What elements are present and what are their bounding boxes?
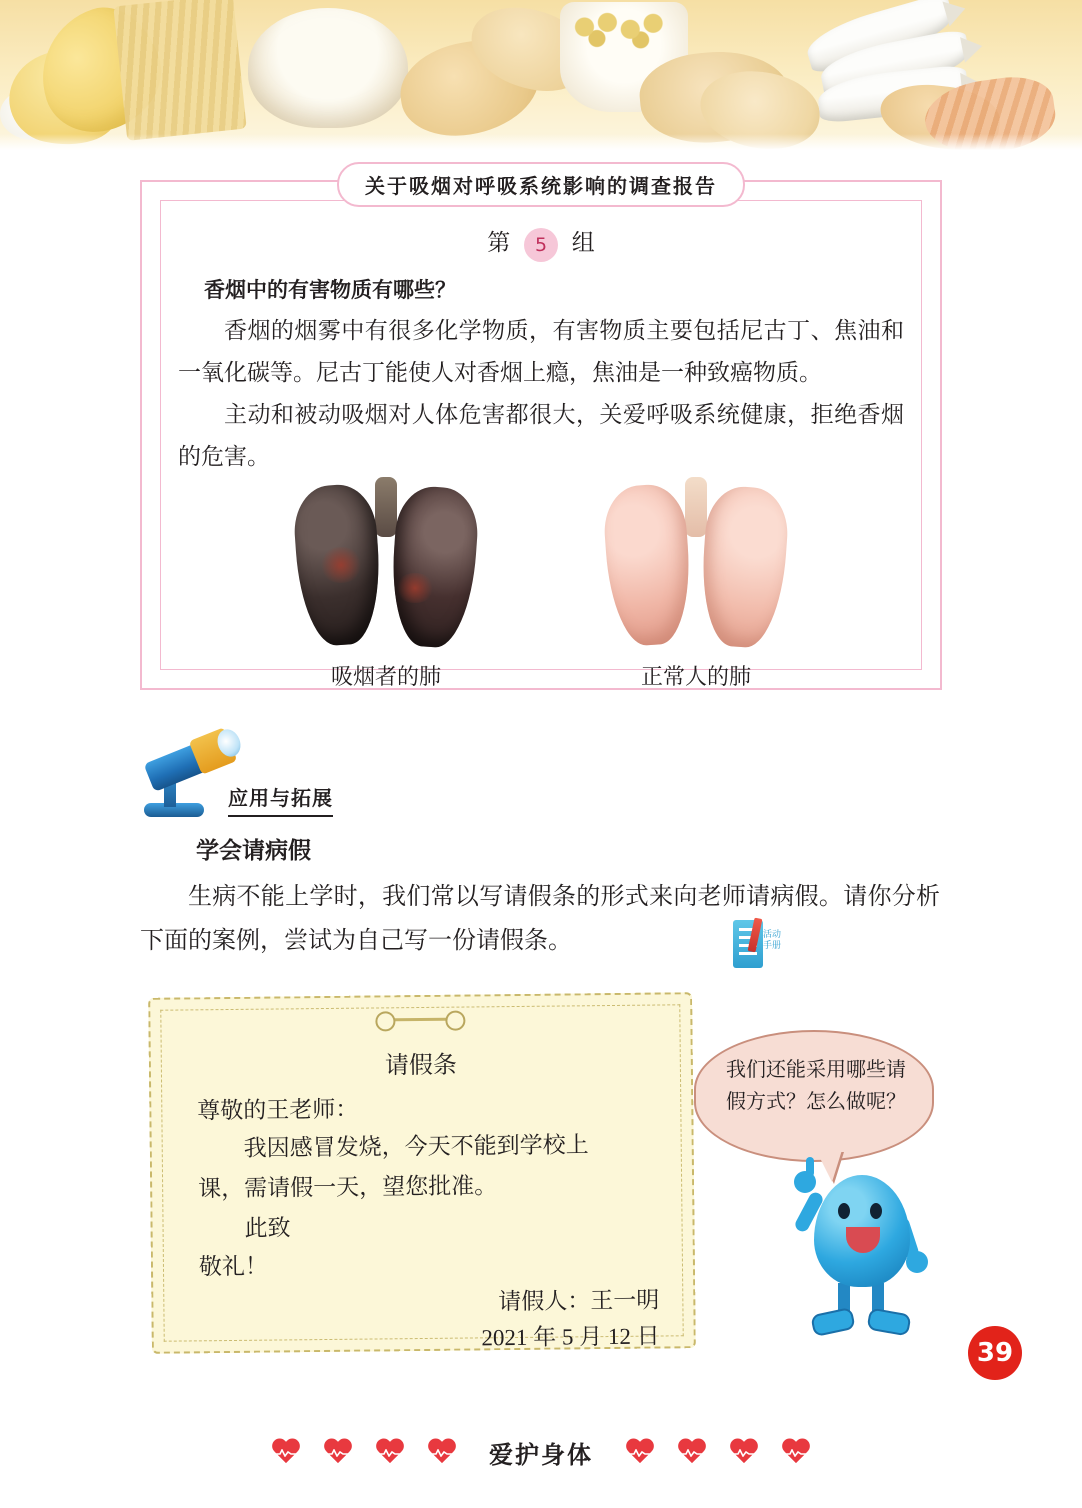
section-label-application: 应用与拓展 xyxy=(228,782,333,817)
notepad-rings xyxy=(375,1011,465,1030)
leave-note-salutation: 尊敬的王老师： xyxy=(197,1096,359,1124)
report-title: 关于吸烟对呼吸系统影响的调查报告 xyxy=(337,162,745,207)
mascot-hand-right xyxy=(906,1251,928,1273)
food-soybeans-image xyxy=(572,4,676,50)
subsection-heading: 学会请病假 xyxy=(196,838,311,864)
survey-report-card xyxy=(140,174,942,690)
leave-note-closing-2: 敬礼！ xyxy=(198,1253,269,1280)
leave-note-date: 2021 年 5 月 12 日 xyxy=(481,1323,660,1351)
normal-lung-item xyxy=(601,477,791,691)
lung-lobe-left-normal xyxy=(602,482,695,647)
heart-icon xyxy=(375,1439,405,1466)
footer-text: 爱护身体 xyxy=(489,1441,593,1469)
lung-lobe-right xyxy=(388,484,481,649)
group-number: 5 xyxy=(524,228,558,262)
speech-bubble xyxy=(694,1030,934,1162)
banner-fade xyxy=(0,134,1082,152)
leave-note-signature: 请假人：王一明 xyxy=(498,1287,660,1315)
corner-mark-top-right xyxy=(914,180,942,208)
leave-note-body-line-1: 我因感冒发烧，今天不能到学校上 xyxy=(243,1132,589,1161)
normal-lung-caption: 正常人的肺 xyxy=(640,664,751,689)
lesion-spot xyxy=(319,547,363,583)
report-paragraph-2: 主动和被动吸烟对人体危害都很大，关爱呼吸系统健康，拒绝香烟的危害。 xyxy=(178,402,904,469)
page-number-badge: 39 xyxy=(968,1326,1022,1380)
mascot-hand-left xyxy=(794,1171,816,1193)
mascot-eye-right xyxy=(870,1203,882,1219)
heart-icon xyxy=(729,1439,759,1466)
heart-icon xyxy=(427,1439,457,1466)
leave-note-title: 请假条 xyxy=(384,1052,458,1080)
smoker-lung-item xyxy=(291,477,481,691)
notepad-ring-right xyxy=(445,1011,465,1031)
lung-comparison-images xyxy=(142,477,940,691)
page-footer xyxy=(0,1435,1082,1470)
smoker-lung-image xyxy=(291,477,481,652)
mascot-pointing-finger xyxy=(806,1157,814,1177)
food-rice-bowl-image xyxy=(248,8,408,128)
activity-manual-icon xyxy=(733,920,789,972)
application-paragraph: 生病不能上学时，我们常以写请假条的形式来向老师请病假。请你分析下面的案例，尝试为自己写一份请假条。 xyxy=(140,884,940,954)
heart-icon xyxy=(781,1439,811,1466)
speech-bubble-text: 我们还能采用哪些请假方式？怎么做呢？ xyxy=(726,1059,906,1113)
mascot-eye-left xyxy=(838,1203,850,1219)
smoker-lung-caption: 吸烟者的肺 xyxy=(330,664,441,689)
corner-mark-top-left xyxy=(140,180,168,208)
food-photo-banner xyxy=(0,0,1082,152)
report-question-heading: 香烟中的有害物质有哪些？ xyxy=(204,278,456,302)
leave-note-card xyxy=(148,992,696,1354)
leave-note-closing-1: 此致 xyxy=(244,1215,291,1241)
lesion-spot-2 xyxy=(395,573,435,603)
mascot-shoe-right xyxy=(866,1308,911,1337)
heart-icon xyxy=(271,1439,301,1466)
lung-lobe-right-normal xyxy=(698,484,791,649)
leave-note-body-line-2: 课，需请假一天，望您批准。 xyxy=(198,1173,498,1202)
water-drop-mascot xyxy=(790,1165,940,1340)
food-noodles-image xyxy=(113,0,246,141)
manual-icon-label: 活动 手册 xyxy=(763,930,782,951)
heart-icon xyxy=(625,1439,655,1466)
mascot-shoe-left xyxy=(810,1307,856,1337)
group-suffix: 组 xyxy=(571,230,595,255)
heart-icon xyxy=(323,1439,353,1466)
report-paragraph-1: 香烟的烟雾中有很多化学物质，有害物质主要包括尼古丁、焦油和一氧化碳等。尼古丁能使人对香烟上瘾，焦油是一种致癌物质。 xyxy=(178,318,904,385)
trachea-shape-normal xyxy=(685,477,707,537)
heart-icon xyxy=(677,1439,707,1466)
notepad-ring-left xyxy=(375,1011,395,1031)
normal-lung-image xyxy=(601,477,791,652)
trachea-shape xyxy=(375,477,397,537)
group-line xyxy=(142,224,940,262)
group-prefix: 第 xyxy=(487,230,511,255)
